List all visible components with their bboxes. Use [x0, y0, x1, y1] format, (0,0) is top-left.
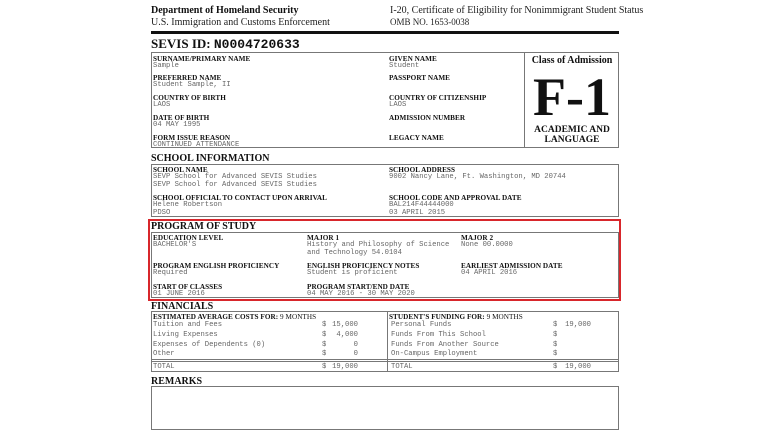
- school-official-name: Helene Robertson: [153, 201, 223, 209]
- funding-source-label: On-Campus Employment: [391, 350, 478, 358]
- funding-currency: $: [553, 350, 558, 358]
- funding-source-label: Personal Funds: [391, 321, 452, 329]
- school-code-value: BAL214F44444000: [389, 201, 454, 209]
- school-name-label: SCHOOL NAME: [153, 166, 208, 174]
- funding-currency: $: [553, 321, 558, 329]
- remarks-heading: REMARKS: [151, 376, 203, 387]
- surname-label: SURNAME/PRIMARY NAME: [153, 55, 251, 63]
- class-of-admission-title: Class of Admission: [531, 55, 613, 66]
- preferred-name-label: PREFERRED NAME: [153, 74, 222, 82]
- costs-period: 9 MONTHS: [280, 313, 317, 321]
- sevis-id-label: SEVIS ID:: [151, 36, 211, 51]
- cost-label: Expenses of Dependents (0): [153, 341, 266, 349]
- funding-label: STUDENT'S FUNDING FOR:: [389, 313, 485, 321]
- funding-total-currency: $: [553, 363, 558, 371]
- funding-source-label: Funds From Another Source: [391, 341, 499, 349]
- program-english-proficiency-value: Required: [153, 269, 188, 277]
- costs-total-amount: 19,000: [332, 363, 358, 371]
- financials-divider: [387, 311, 388, 372]
- preferred-name-value: Student Sample, II: [153, 81, 231, 89]
- school-official-title: PDSO: [153, 209, 171, 217]
- class-desc-line1: ACADEMIC AND: [534, 125, 610, 135]
- sevis-id-value: N0004720633: [213, 37, 300, 52]
- legacy-name-label: LEGACY NAME: [389, 134, 444, 142]
- dob-label: DATE OF BIRTH: [153, 114, 210, 122]
- costs-total-rule: [151, 359, 388, 362]
- class-code: F-1: [533, 67, 611, 127]
- funding-heading: [389, 313, 523, 321]
- cost-amount: 4,000: [336, 331, 358, 339]
- education-level-label: EDUCATION LEVEL: [153, 234, 224, 242]
- program-english-proficiency-label: PROGRAM ENGLISH PROFICIENCY: [153, 262, 280, 270]
- school-info-heading: SCHOOL INFORMATION: [151, 153, 270, 164]
- given-name-label: GIVEN NAME: [389, 55, 437, 63]
- major1-line2: and Technology 54.0104: [307, 249, 402, 257]
- school-code-label: SCHOOL CODE AND APPROVAL DATE: [389, 194, 522, 202]
- costs-total-currency: $: [322, 363, 327, 371]
- cost-amount: 0: [353, 350, 358, 358]
- form-title: I-20, Certificate of Eligibility for Nonimmigrant Student Status: [390, 5, 644, 16]
- financials-heading: FINANCIALS: [151, 301, 214, 312]
- cost-currency: $: [322, 321, 327, 329]
- funding-amount: 19,000: [565, 321, 591, 329]
- class-desc-line2: LANGUAGE: [544, 135, 600, 145]
- passport-name-label: PASSPORT NAME: [389, 74, 451, 82]
- major1-label: MAJOR 1: [307, 234, 340, 242]
- form-issue-reason-value: CONTINUED ATTENDANCE: [153, 141, 240, 149]
- class-description: [525, 125, 619, 145]
- cost-currency: $: [322, 341, 327, 349]
- start-of-classes-label: START OF CLASSES: [153, 283, 223, 291]
- cost-currency: $: [322, 350, 327, 358]
- program-start-end-label: PROGRAM START/END DATE: [307, 283, 410, 291]
- cost-label: Other: [153, 350, 175, 358]
- dob-value: 04 MAY 1995: [153, 121, 201, 129]
- funding-source-label: Funds From This School: [391, 331, 486, 339]
- earliest-admission-label: EARLIEST ADMISSION DATE: [461, 262, 563, 270]
- country-birth-label: COUNTRY OF BIRTH: [153, 94, 226, 102]
- costs-label: ESTIMATED AVERAGE COSTS FOR:: [153, 313, 279, 321]
- program-heading: PROGRAM OF STUDY: [151, 221, 257, 232]
- funding-total-label: TOTAL: [391, 363, 413, 371]
- admission-number-label: ADMISSION NUMBER: [389, 114, 466, 122]
- cost-amount: 0: [353, 341, 358, 349]
- cost-label: Tuition and Fees: [153, 321, 223, 329]
- english-notes-label: ENGLISH PROFICIENCY NOTES: [307, 262, 420, 270]
- school-address-label: SCHOOL ADDRESS: [389, 166, 456, 174]
- education-level-value: BACHELOR'S: [153, 241, 197, 249]
- sevis-id-line: [151, 36, 300, 52]
- country-citizenship-label: COUNTRY OF CITIZENSHIP: [389, 94, 487, 102]
- start-of-classes-value: 01 JUNE 2016: [153, 290, 205, 298]
- subagency-name: U.S. Immigration and Customs Enforcement: [151, 17, 330, 28]
- school-official-label: SCHOOL OFFICIAL TO CONTACT UPON ARRIVAL: [153, 194, 328, 202]
- funding-period: 9 MONTHS: [486, 313, 523, 321]
- funding-total-rule: [388, 359, 619, 362]
- surname-value: Sample: [153, 62, 179, 70]
- form-issue-reason-label: FORM ISSUE REASON: [153, 134, 231, 142]
- earliest-admission-value: 04 APRIL 2016: [461, 269, 518, 277]
- major2-label: MAJOR 2: [461, 234, 494, 242]
- school-address-value: 9002 Nancy Lane, Ft. Washington, MD 20744: [389, 173, 566, 181]
- english-notes-value: Student is proficient: [307, 269, 398, 277]
- given-name-value: Student: [389, 62, 420, 70]
- school-name-line1: SEVP School for Advanced SEVIS Studies: [153, 173, 317, 181]
- remarks-box: [151, 386, 619, 430]
- funding-total-amount: 19,000: [565, 363, 591, 371]
- header-rule: [151, 31, 619, 34]
- major2-value: None 00.0000: [461, 241, 513, 249]
- costs-total-label: TOTAL: [153, 363, 175, 371]
- cost-amount: 15,000: [332, 321, 358, 329]
- agency-name: Department of Homeland Security: [151, 5, 299, 16]
- school-approval-date: 03 APRIL 2015: [389, 209, 446, 217]
- country-birth-value: LAOS: [153, 101, 171, 109]
- omb-number: OMB NO. 1653-0038: [390, 17, 470, 27]
- cost-currency: $: [322, 331, 327, 339]
- costs-heading: [153, 313, 316, 321]
- cost-label: Living Expenses: [153, 331, 218, 339]
- program-start-end-value: 04 MAY 2016 - 30 MAY 2020: [307, 290, 415, 298]
- funding-currency: $: [553, 331, 558, 339]
- funding-currency: $: [553, 341, 558, 349]
- major1-line1: History and Philosophy of Science: [307, 241, 450, 249]
- school-name-line2: SEVP School for Advanced SEVIS Studies: [153, 181, 317, 189]
- country-citizenship-value: LAOS: [389, 101, 407, 109]
